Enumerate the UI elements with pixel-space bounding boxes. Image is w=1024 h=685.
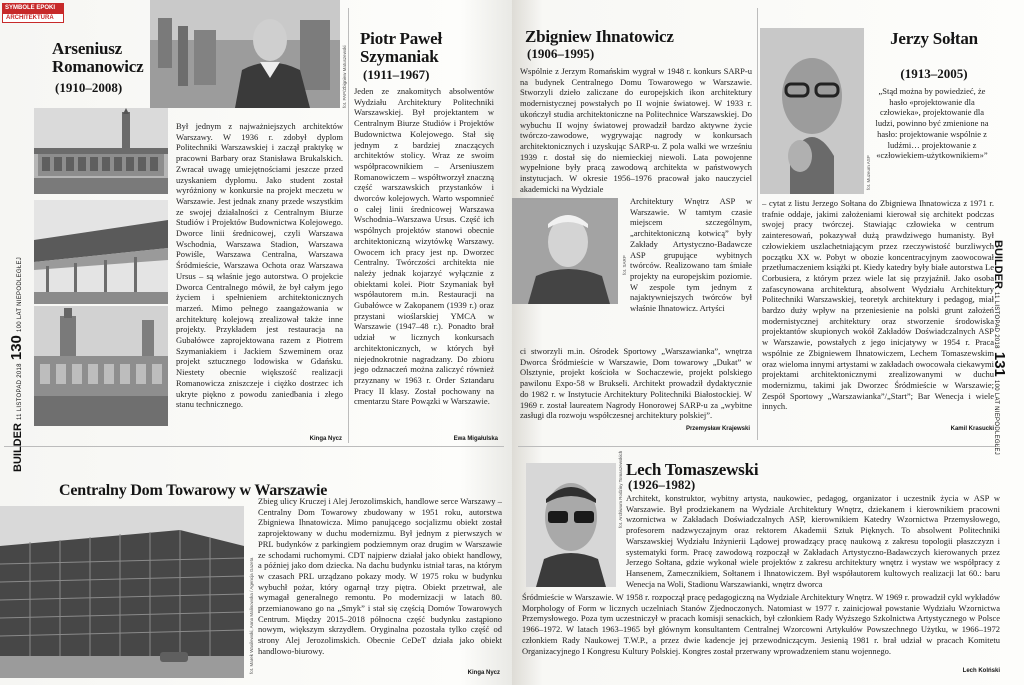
spine-left-name: BUILDER bbox=[12, 423, 24, 472]
spine-left-anniv: 100 LAT NIEPODLEGŁEJ bbox=[17, 256, 23, 333]
spine-right-name: BUILDER bbox=[992, 240, 1004, 289]
tomaszewski-photo-credit: fot. Archiwum Rodziny Tomaszewskich bbox=[618, 450, 623, 528]
column-divider-left bbox=[348, 8, 349, 443]
ihnatowicz-name: Zbigniew Ihnatowicz bbox=[525, 27, 674, 46]
spine-left-issue: 11 LISTOPAD 2018 bbox=[17, 363, 23, 421]
station-photo-3 bbox=[34, 306, 168, 426]
ihnatowicz-photo-credit: fot. SARP bbox=[622, 255, 627, 275]
left-spine-folio bbox=[8, 257, 25, 472]
szymaniak-name: Piotr Paweł Szymaniak bbox=[360, 29, 442, 66]
spine-right-issue: 11 LISTOPAD 2018 bbox=[993, 291, 999, 349]
ihnatowicz-portrait-photo bbox=[512, 198, 618, 304]
section-tag-line1: SYMBOLE EPOKI bbox=[2, 3, 64, 13]
cdt-author: Kinga Nycz bbox=[467, 670, 500, 676]
column-divider-right bbox=[757, 8, 758, 440]
tomaszewski-body-side: Architekt, konstruktor, wybitny artysta, naukowiec, pedagog, organizator i uczestnik życia w ASP w Warszawie. Był prodziekanem na Wydziale Architektury Wnętrz, dziekanem i kierownikiem pracowni wzornictwa w Zakładach Doświadczalnych ASP, kierownikiem Katedry Wzornictwa Przemysłowego, profesorem nadzwyczajnym oraz rektorem Akademii Sztuk Pięknych. To absolwent Politechniki Warszawskiej Wydziału Inżynierii Lądowej prowadzący pracę naukową z zakresu topologii płaszczyzn i systematyki form. Pracę zawodową rozpoczął w Zakładach Artystyczno-Badawczych kierowanych przez Jerzego Sołtana, gdzie wykonał wiele projektów z zakresu architektury wnętrz i wystaw we współpracy z Hansenem, Zamecznikiem, Sołtanem i Ihnatowiczem. Był współautorem kultowych realizacji lat 60.: baru Wenecja na Woli, Stadionu Warszawianki, wnętrz dworca bbox=[626, 493, 1000, 589]
tomaszewski-years: (1926–1982) bbox=[628, 477, 696, 492]
soltan-portrait-photo bbox=[760, 28, 864, 194]
szymaniak-years: (1911–1967) bbox=[363, 67, 430, 82]
ihnatowicz-author: Przemysław Krajewski bbox=[685, 426, 750, 432]
cdt-title: Centralny Dom Towarowy w Warszawie bbox=[59, 482, 328, 499]
soltan-name: Jerzy Sołtan bbox=[890, 29, 978, 48]
soltan-author: Kamil Krasucki bbox=[950, 426, 994, 432]
szymaniak-body-text: Jeden ze znakomitych absolwentów Wydziału Architektury Politechniki Warszawskiej. Był projektantem w Centralnym Biurze Studiów i Projektów Budownictwa Kolejowego. Stał się jednym z bardziej znaczących architektów stolicy. Wraz ze swoim współpracownikiem – Arseniuszem Romanowiczem – współtworzył znaczną część warszawskich przystanków i dworców kolejowych. Warto wspomnieć o całej linii średnicowej Warszawa Wschodnia–Warszawa Ursus. Część ich wspólnych projektów stanowi obecnie architektoniczną wizytówkę Warszawy. Owocem ich pracy jest np. Dworzec Centralny. Twórczości architekta nie należy jednak kojarzyć wyłącznie z obiektami kolei. Piotr Szymaniak był współautorem m.in. Restauracji na Gubałówce w Zakopanem (1939 r.) oraz przystani wioślarskiej YMCA w Warszawie (1947–48 r.). Ponadto brał udział w licznych konkursach architektonicznych, w których był niejednokrotnie nagradzany. Do zbioru jego odznaczeń można zaliczyć również przyznany w 1963 r. Order Sztandaru Pracy II klasy. Został pochowany na cmentarzu Stare Powązki w Warszawie. bbox=[354, 86, 494, 407]
station-photo-2 bbox=[34, 200, 168, 304]
station-photo-1 bbox=[34, 108, 168, 194]
spine-right-page: 131 bbox=[991, 351, 1008, 377]
cdt-building-photo bbox=[0, 506, 244, 678]
section-rule-right bbox=[518, 446, 1000, 447]
ihnatowicz-body-top: Wspólnie z Jerzym Romańskim wygrał w 1948 r. konkurs SARP-u na budynek Centralnego Domu Towarowego w Warszawie. Stworzyli dzieło zaliczane do europejskich ikon architektury modernistycznej powstałych po II wojnie światowej. W 1933 r. ukończył studia architektoniczne na Politechnice Warszawskiej. Do wybuchu II wojny światowej prowadził bardzo aktywne życie twórczo-zawodowe, wygrywając nagrody w konkursach architektonicznych i uzyskując SARP-u. Z pola walki we wrześniu 1939 r. dostał się do niemieckiej niewoli. Lata powojenne wypełnione były pracą zawodową architekta w państwowych instytucjach. W okresie 1956–1976 pracował jako nauczyciel akademicki na Wydziale bbox=[520, 66, 752, 194]
ihnatowicz-years: (1906–1995) bbox=[527, 46, 595, 61]
romanowicz-photo-credit: fot. PAP/Zbigniew Matuszewski bbox=[342, 45, 347, 108]
romanowicz-name: Arseniusz Romanowicz bbox=[52, 39, 144, 76]
szymaniak-author: Ewa Migałulska bbox=[453, 436, 498, 442]
tomaszewski-author: Lech Kolński bbox=[962, 668, 1000, 674]
cdt-body-text: Zbieg ulicy Kruczej i Alej Jerozolimskich, handlowe serce Warszawy – Centralny Dom Towarowy zbudowany w 1951 roku, autorstwa Zbigniewa Ihnatowicza. Mimo panującego socjalizmu obiekt został zaprojektowany w duchu modernizmu. Był jednym z pierwszych w PRL budynków z parkingiem podziemnym oraz drugim w Warszawie ze schodami ruchomymi. CDT najpierw działał jako obiekt handlowy, a później jako dom dziecka. Na dachu budynku istniał taras, na którym w czasach PRL urządzano pokazy mody. W 1975 roku w budynku wybuchł pożar, który ogarnął trzy piętra. Obiekt przetrwał, ale wymagał generalnego remontu. Po modernizacji w latach 80. przemianowano go na „Smyk” i stał się częścią Domów Towarowych Centrum. Między 2015–2018 północna część budynku zastąpiono nowym, większym skrzydłem. Oryginalna pozostała tylko część od strony Alej Jerozolimskich. Obecnie CeDeT działa jako obiekt handlowo-biurowy. bbox=[258, 496, 502, 656]
romanowicz-body-text: Był jednym z najważniejszych architektów Warszawy. W 1936 r. zdobył dyplom Politechniki Warszawskiej i zaczął praktykę w pracowni Barbary oraz Stanisława Brukalskich. Zwracał uwagę umiejętnościami jeszcze przed uzyskaniem dyplomu. Jako student został wyróżniony w konkursie na projekt meczetu w Warszawie. Jest jednak znany przede wszystkim ze swojej działalności z Centralnym Biurze Studiów i Projektów Budownictwa Kolejowego. Dworce linii średnicowej, czyli Warszawa Wschodnia, Warszawa Stadion, Warszawa Powiśle, Warszawa Centralna, Warszawa Śródmieście, Warszawa Ochota oraz Warszawa Ursus – są właśnie jego autorstwa. O projekcie Dworca Centralnego mówił, że był całym jego życiem i spełnieniem architektonicznych marzeń. Mimo pełnego zaangażowania w architekturę kolejową zrealizował także inne projekty. Przykładem jest restauracja na Gubałówce zaprojektowana razem z Piotrem Szymaniakiem i Jackiem Szweminem oraz projekt sztucznego lodowiska w Gdańsku. Niestety obecnie większość realizacji Romanowicza zniszczeje i ciężko dostrzec ich ukryte piękno z powodu zaniedbania i złego stanu technicznego. bbox=[176, 121, 343, 410]
soltan-quote: „Stąd można by powiedzieć, że hasło «projektowanie dla człowieka», projektowanie dla ludzi, powinno być zmienione na hasło: projektowanie wspólnie z ludźmi… projektowanie z «człowiekiem-użytkownikiem»” bbox=[875, 86, 989, 161]
soltan-photo-credit: fot. Muzeum ASP bbox=[866, 155, 871, 190]
spine-left-page: 130 bbox=[8, 335, 25, 361]
cdt-photo-credit: fot. Marek Wasilewski, Anna Malinowska / Agencja Gazeta bbox=[249, 557, 254, 674]
romanowicz-years: (1910–2008) bbox=[55, 80, 123, 95]
soltan-years: (1913–2005) bbox=[900, 66, 968, 81]
ihnatowicz-body-bottom: ci stworzyli m.in. Ośrodek Sportowy „Warszawianka”, wnętrza Dworca Śródmieście w Warszawie, Dom towarowy „Dukat” w Olsztynie, projekt kościoła w Sochaczewie, projekt polskiego pawilonu Expo-58 w Brukseli. Architekt prowadził dydaktycznie do 1982 r. w Instytucie Architektury Politechniki Białostockiej. W 1969 r. został laureatem Nagrody Honorowej SARP-u za „wybitne zasługi dla rozwoju współczesnej architektury polskiej”. bbox=[520, 346, 752, 421]
romanowicz-portrait-photo bbox=[150, 0, 340, 108]
tomaszewski-name: Lech Tomaszewski bbox=[626, 460, 759, 479]
section-tag-line2: ARCHITEKTURA bbox=[2, 13, 64, 23]
ihnatowicz-body-side: Architektury Wnętrz ASP w Warszawie. W tamtym czasie miejscem szczególnym, „architektoniczną kotwicą” były Zakłady Artystyczno-Badawcze ASP grupujące wybitnych twórców. Realizowano tam śmiałe projekty na europejskim poziomie. W zespole tym jednym z najaktywniejszych twórców był właśnie Ihnatowicz. Artyści bbox=[630, 196, 752, 314]
tomaszewski-body-bottom: Śródmieście w Warszawie. W 1958 r. rozpoczął pracę pedagogiczną na Wydziale Architektury Wnętrz. W 1969 r. prowadził cykl wykładów Morphology of Form w licznych uczelniach Stanów Zjednoczonych. Natomiast w 1977 r. zainicjował powstanie Wydziału Wzornictwa Przemysłowego. Poza tym uczestniczył w pracach komisji senackich, był członkiem Rady Wyższego Szkolnictwa Artystycznego w Polsce 1966–1972. W latach 1963–1965 był głównym konsultantem Centralnej Wzorcowni Artykułów Powszechnego Użytku, w 1966–1972 członkiem Rady Naukowej T.W.P., a przez dwie kadencje jej przewodniczącym. Jesienią 1981 r. brał udział w pracach Komitetu Organizacyjnego I Kongresu Kultury Polskiej. Kongres został przerwany wprowadzeniem stanu wojennego. bbox=[522, 592, 1000, 656]
soltan-body-text: – cytat z listu Jerzego Sołtana do Zbigniewa Ihnatowicza z 1971 r. trafnie oddaje, jakimi założeniami kierował się architekt podczas swojej pracy twórczej. Stawiając człowieka w centrum zainteresowań, pokazywał dużą prawdziwego humanisty. Był człowiekiem uszlachetniającym przez rzeczywistość burzliwych początku XX w. Pobyt w obozie koncentracyjnym zaowocował przetłumaczeniem książki pt. Kiedy katedry były białe autorstwa Le Corbusiera, z którym przez wiele lat się przyjaźnił. Jako osoba zafascynowana architekturą, absolwent Wydziału Architektury Politechniki Warszawskiej, teoretyk architektury i pedagog, miał bardzo duży wpływ na przeniesienie na polski grunt założeń modernistycznej architektury oraz stworzenie środowiska projektantów skupionych wokół Zakładów Doświadczalnych ASP w Warszawie, powstałych z jego inicjatywy w 1954 r. Praca wspólnie ze Zbigniewem Ihnatowiczem, Lechem Tomaszewskim oraz wieloma innymi artystami w zakładach owocowała ciekawymi projektami architektonicznymi zrealizowanymi w duchu modernizmu, takimi jak Dworzec Śródmieście w Warszawie; Zespół Sportowy „Warszawianka”/„Start”; Bar Wenecja i wiele innych. bbox=[762, 198, 994, 412]
section-rule-left bbox=[4, 446, 504, 447]
romanowicz-author: Kinga Nycz bbox=[309, 436, 342, 442]
section-tag bbox=[2, 3, 64, 23]
spine-right-anniv: 100 LAT NIEPODLEGŁEJ bbox=[993, 379, 999, 456]
right-spine-folio bbox=[991, 240, 1008, 455]
tomaszewski-portrait-photo bbox=[526, 463, 616, 587]
